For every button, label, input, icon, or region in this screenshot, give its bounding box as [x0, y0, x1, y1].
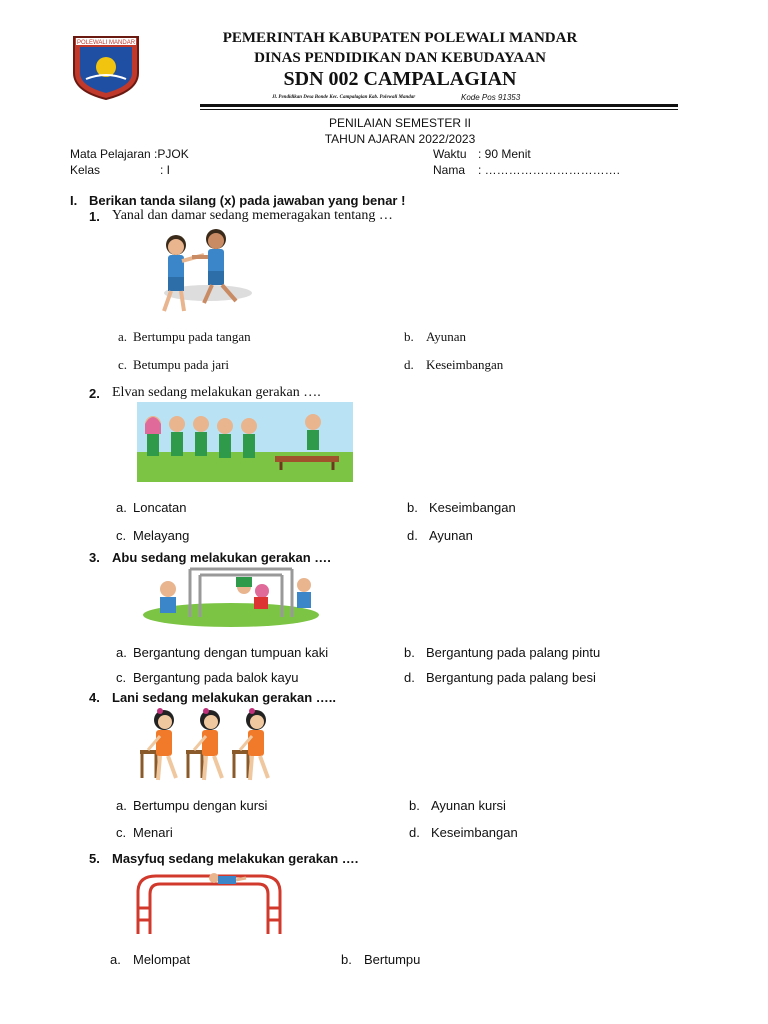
question3-illustration — [140, 565, 322, 629]
header-rule-thin — [200, 109, 678, 110]
option-label: d. — [404, 670, 415, 685]
question2-illustration — [137, 402, 353, 482]
option-label: d. — [409, 825, 420, 840]
name-label: Nama — [433, 163, 466, 177]
option-text[interactable]: Loncatan — [133, 500, 187, 515]
option-label: a. — [116, 500, 127, 515]
question5-illustration — [132, 868, 286, 936]
time-value: : 90 Menit — [478, 147, 531, 161]
option-label: a. — [116, 645, 127, 660]
option-text[interactable]: Bergantung pada palang besi — [426, 670, 596, 685]
option-text[interactable]: Ayunan — [429, 528, 473, 543]
option-label: a. — [110, 952, 121, 967]
question1-illustration — [140, 225, 252, 317]
question-text: Yanal dan damar sedang memeragakan tentang … — [112, 208, 393, 223]
question-text: Masyfuq sedang melakukan gerakan …. — [112, 851, 359, 866]
option-text[interactable]: Melompat — [133, 952, 191, 967]
question-number: 5. — [89, 851, 100, 866]
question-text: Elvan sedang melakukan gerakan …. — [112, 385, 321, 400]
option-label: a. — [116, 798, 127, 813]
exam-title: PENILAIAN SEMESTER II — [328, 116, 472, 130]
option-text[interactable]: Ayunan kursi — [431, 798, 506, 813]
option-text[interactable]: Melayang — [133, 528, 190, 543]
header-rule-thick — [200, 104, 678, 107]
time-label: Waktu — [433, 147, 467, 161]
question-number: 4. — [89, 690, 100, 705]
option-text[interactable]: Keseimbangan — [431, 825, 518, 840]
option-text[interactable]: Betumpu pada jari — [133, 357, 230, 372]
gov-title: PEMERINTAH KABUPATEN POLEWALI MANDAR — [222, 30, 578, 46]
question4-illustration — [138, 706, 274, 784]
option-label: c. — [116, 528, 127, 543]
class-value: : I — [160, 163, 171, 177]
option-label: b. — [409, 798, 420, 813]
option-text[interactable]: Ayunan — [426, 329, 466, 344]
question-number: 1. — [89, 209, 100, 224]
option-text[interactable]: Bergantung dengan tumpuan kaki — [133, 645, 329, 660]
option-label: b. — [404, 645, 415, 660]
option-label: b. — [341, 952, 352, 967]
school-address: Jl. Pendidikan Desa Bonde Kec. Campalagian Kab. Polewali Mandar — [272, 95, 416, 100]
option-label: d. — [404, 357, 414, 372]
option-text[interactable]: Bertumpu — [364, 952, 421, 967]
question-number: 3. — [89, 550, 100, 565]
option-text[interactable]: Keseimbangan — [429, 500, 516, 515]
class-label: Kelas — [70, 163, 101, 177]
option-text[interactable]: Bergantung pada balok kayu — [133, 670, 299, 685]
question-number: 2. — [89, 386, 100, 401]
school-name: SDN 002 CAMPALAGIAN — [283, 68, 517, 90]
option-label: d. — [407, 528, 418, 543]
name-field[interactable]: : ……………………………. — [478, 163, 621, 177]
logo-text: POLEWALI MANDAR — [76, 40, 136, 46]
option-label: b. — [404, 329, 414, 344]
option-label: c. — [118, 357, 128, 372]
option-label: a. — [118, 329, 128, 344]
exam-year: TAHUN AJARAN 2022/2023 — [324, 132, 476, 146]
section-number: I. — [70, 193, 78, 208]
question-text: Lani sedang melakukan gerakan ….. — [112, 690, 336, 705]
postal-code: Kode Pos 91353 — [461, 93, 521, 102]
option-text[interactable]: Keseimbangan — [426, 357, 504, 372]
option-text[interactable]: Bertumpu dengan kursi — [133, 798, 268, 813]
question-text: Abu sedang melakukan gerakan …. — [112, 550, 331, 565]
option-label: c. — [116, 670, 127, 685]
option-text[interactable]: Menari — [133, 825, 173, 840]
subject-field: Mata Pelajaran :PJOK — [70, 147, 189, 161]
section-instruction: Berikan tanda silang (x) pada jawaban yang benar ! — [89, 193, 406, 208]
option-text[interactable]: Bergantung pada palang pintu — [426, 645, 601, 660]
option-label: b. — [407, 500, 418, 515]
dept-title: DINAS PENDIDIKAN DAN KEBUDAYAAN — [254, 50, 546, 66]
option-label: c. — [116, 825, 127, 840]
option-text[interactable]: Bertumpu pada tangan — [133, 329, 251, 344]
